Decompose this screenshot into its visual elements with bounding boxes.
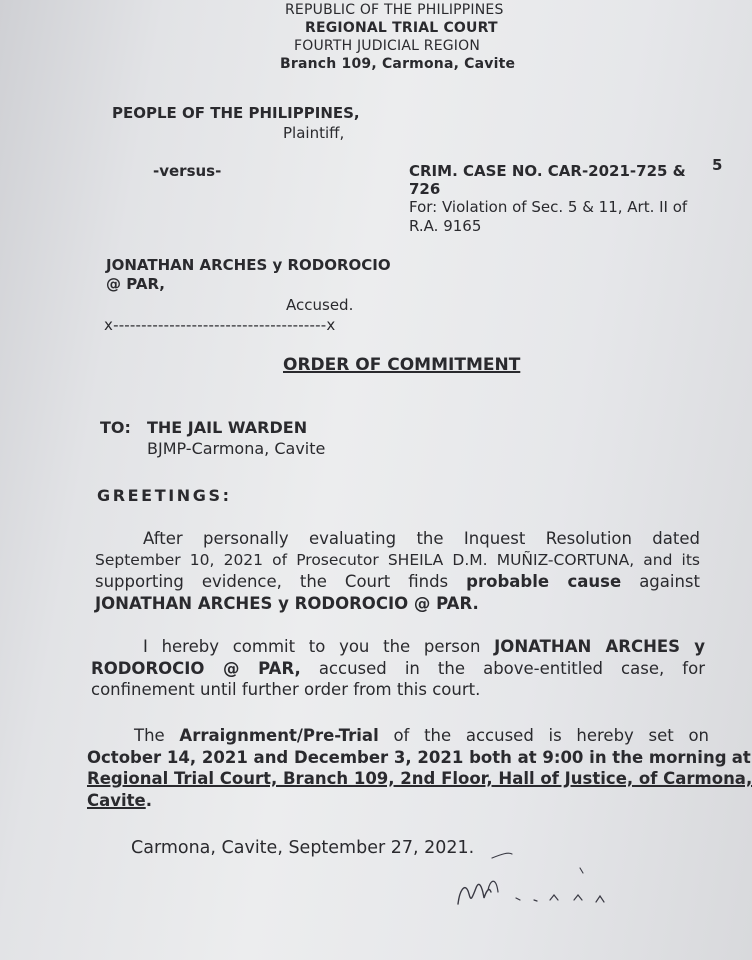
p2-alias: RODOROCIO @ PAR,	[91, 658, 301, 678]
header-region: FOURTH JUDICIAL REGION	[294, 38, 481, 54]
signature-mark	[450, 862, 630, 922]
paragraph-findings	[95, 528, 700, 614]
paragraph-arraignment	[87, 725, 752, 811]
versus-label: -versus-	[153, 162, 222, 180]
to-label: TO:	[100, 418, 131, 437]
venue-end: Cavite	[87, 790, 146, 810]
case-offense: For: Violation of Sec. 5 & 11, Art. II of	[409, 198, 688, 216]
plaintiff-name: PEOPLE OF THE PHILIPPINES,	[112, 104, 360, 122]
probable-cause: probable cause	[466, 572, 622, 591]
p3-text: of the accused is hereby set on	[393, 726, 709, 745]
p3-line-4	[87, 790, 709, 812]
p1-line-4: JONATHAN ARCHES y RODOROCIO @ PAR.	[95, 593, 479, 613]
header-branch: Branch 109, Carmona, Cavite	[280, 56, 516, 72]
to-name: THE JAIL WARDEN	[147, 418, 308, 437]
document-title: ORDER OF COMMITMENT	[283, 355, 521, 375]
p2-line-3: confinement until further order from this court.	[91, 680, 481, 699]
to-place: BJMP-Carmona, Cavite	[147, 439, 326, 458]
p2-text: I hereby commit to you the person	[143, 637, 481, 656]
p2-accused: JONATHAN ARCHES y	[494, 637, 706, 656]
p3-line-2	[87, 747, 751, 769]
p3-at: at	[731, 747, 751, 767]
date-line: Carmona, Cavite, September 27, 2021.	[131, 838, 475, 858]
case-number-cont: 726	[409, 180, 441, 198]
venue-period: .	[145, 790, 153, 810]
p1-line-3	[95, 571, 700, 593]
p1-against: against	[639, 572, 700, 591]
accused-role: Accused.	[286, 296, 354, 314]
plaintiff-role: Plaintiff,	[283, 124, 345, 142]
greeting: GREETINGS:	[97, 486, 232, 505]
p2-text-2: accused in the above-entitled case, for	[318, 658, 705, 678]
p2-line-2	[91, 658, 705, 680]
caption-separator: x--------------------------------------x	[104, 316, 336, 334]
accused-alias: @ PAR,	[106, 275, 165, 293]
edge-fragment: 5	[712, 156, 723, 174]
case-number: CRIM. CASE NO. CAR-2021-725 &	[409, 162, 686, 180]
p1-line-1: After personally evaluating the Inquest Resolution dated	[143, 529, 700, 548]
header-republic: REPUBLIC OF THE PHILIPPINES	[285, 2, 504, 18]
header-court: REGIONAL TRIAL COURT	[305, 20, 498, 36]
p2-line-1	[91, 636, 705, 658]
p1-line-2: September 10, 2021 of Prosecutor SHEILA D.M. MUÑIZ-CORTUNA, and its	[95, 550, 700, 569]
p1-text: supporting evidence, the Court finds	[95, 572, 449, 591]
paragraph-commitment	[91, 636, 705, 701]
p3-line-3: Regional Trial Court, Branch 109, 2nd Floor, Hall of Justice, of Carmona,	[87, 769, 752, 788]
p3-line-1	[87, 725, 709, 747]
accused-name: JONATHAN ARCHES y RODOROCIO	[106, 256, 391, 274]
hearing-dates: October 14, 2021 and December 3, 2021 both at 9:00 in the morning	[87, 747, 727, 767]
p3-the: The	[134, 726, 165, 745]
case-offense-cont: R.A. 9165	[409, 217, 482, 235]
arraignment-label: Arraignment/Pre-Trial	[179, 726, 379, 745]
